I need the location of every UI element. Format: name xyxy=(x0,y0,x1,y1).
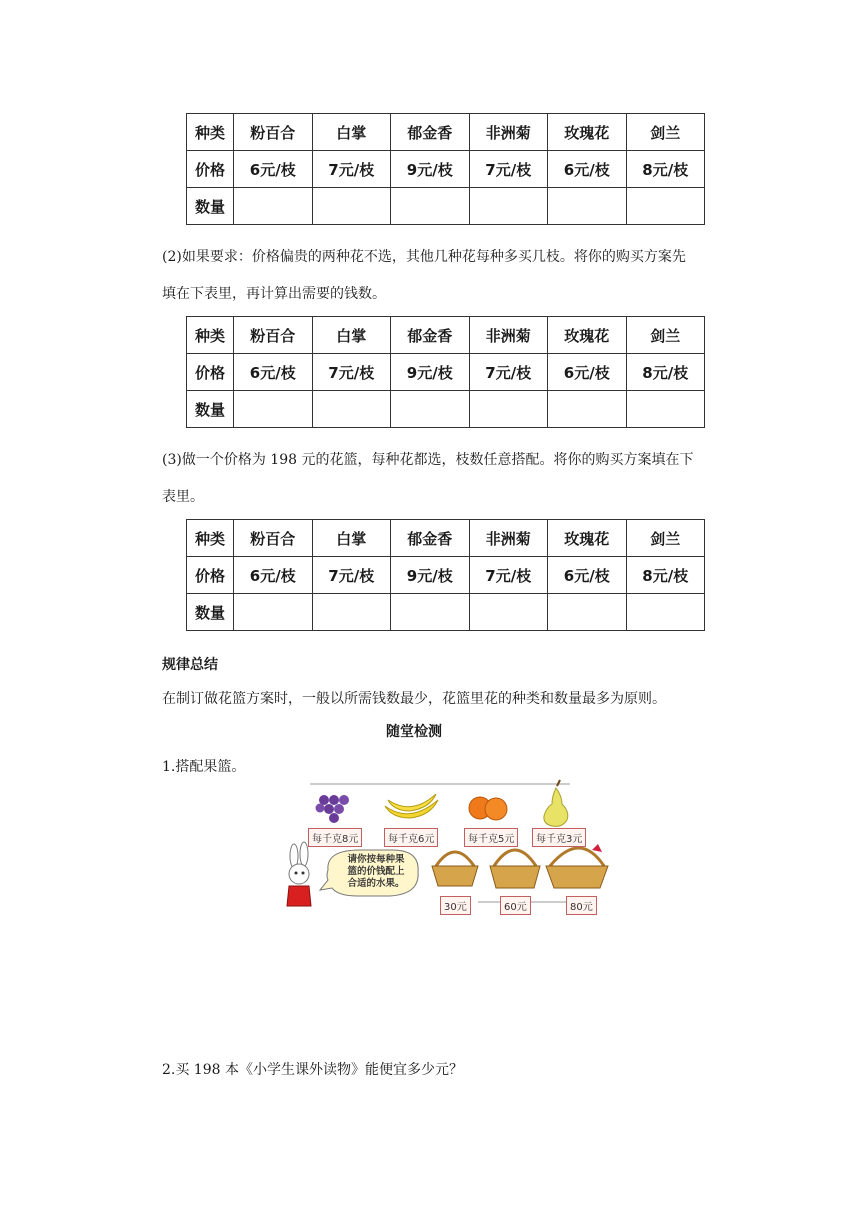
row-label-kind: 种类 xyxy=(187,520,234,557)
qty-cell[interactable] xyxy=(312,391,391,428)
fruit-price-tag: 每千克5元 xyxy=(464,828,518,847)
table-row xyxy=(187,114,705,151)
flower-price-table-2 xyxy=(186,316,705,428)
flower-price: 9元/枝 xyxy=(391,151,470,188)
qty-cell[interactable] xyxy=(548,594,627,631)
flower-name: 郁金香 xyxy=(391,114,470,151)
row-label-qty: 数量 xyxy=(187,391,234,428)
table-row xyxy=(187,520,705,557)
oranges-icon xyxy=(469,797,507,820)
fruit-price-tag: 每千克6元 xyxy=(384,828,438,847)
basket-price-tag: 80元 xyxy=(566,896,597,915)
flower-name: 白掌 xyxy=(312,317,391,354)
qty-cell[interactable] xyxy=(312,594,391,631)
flower-price: 8元/枝 xyxy=(626,557,705,594)
bananas-icon xyxy=(385,794,438,818)
q2-line-1: (2)如果要求：价格偏贵的两种花不选，其他几种花每种多买几枝。将你的购买方案先 xyxy=(162,249,686,265)
flower-name: 玫瑰花 xyxy=(548,114,627,151)
qty-cell[interactable] xyxy=(234,188,313,225)
row-label-price: 价格 xyxy=(187,354,234,391)
check-title: 随堂检测 xyxy=(386,724,442,740)
speech-bubble-text xyxy=(336,854,416,890)
bubble-line: 合适的水果。 xyxy=(347,878,405,889)
flower-price: 9元/枝 xyxy=(391,557,470,594)
qty-cell[interactable] xyxy=(548,188,627,225)
row-label-kind: 种类 xyxy=(187,317,234,354)
bubble-line: 篮的价钱配上 xyxy=(347,866,405,877)
flower-name: 剑兰 xyxy=(626,114,705,151)
flower-price: 8元/枝 xyxy=(626,151,705,188)
qty-cell[interactable] xyxy=(234,594,313,631)
flower-name: 剑兰 xyxy=(626,317,705,354)
basket-icon-30 xyxy=(432,852,478,886)
q3-line-2: 表里。 xyxy=(162,489,204,505)
flower-price: 6元/枝 xyxy=(234,354,313,391)
flower-price: 6元/枝 xyxy=(548,557,627,594)
summary-text: 在制订做花篮方案时，一般以所需钱数最少，花篮里花的种类和数量最多为原则。 xyxy=(162,691,666,707)
grapes-icon xyxy=(316,795,350,823)
flower-price-table-1 xyxy=(186,113,705,225)
flower-name: 非洲菊 xyxy=(469,520,548,557)
qty-cell[interactable] xyxy=(548,391,627,428)
flower-price: 7元/枝 xyxy=(469,557,548,594)
row-label-qty: 数量 xyxy=(187,188,234,225)
flower-name: 玫瑰花 xyxy=(548,520,627,557)
fruit-basket-illustration xyxy=(280,778,610,916)
flower-name: 粉百合 xyxy=(234,317,313,354)
flower-name: 非洲菊 xyxy=(469,317,548,354)
table-row xyxy=(187,594,705,631)
table-row xyxy=(187,188,705,225)
q2-line-2: 填在下表里，再计算出需要的钱数。 xyxy=(162,286,386,302)
qty-cell[interactable] xyxy=(234,391,313,428)
flower-price-table-3 xyxy=(186,519,705,631)
qty-cell[interactable] xyxy=(626,594,705,631)
flower-name: 非洲菊 xyxy=(469,114,548,151)
basket-price-tag: 30元 xyxy=(440,896,471,915)
flower-price: 7元/枝 xyxy=(469,354,548,391)
table-row xyxy=(187,354,705,391)
rabbit-icon xyxy=(287,842,311,906)
flower-name: 白掌 xyxy=(312,520,391,557)
qty-cell[interactable] xyxy=(469,391,548,428)
flower-name: 粉百合 xyxy=(234,520,313,557)
fruit-price-tag: 每千克8元 xyxy=(308,828,362,847)
row-label-kind: 种类 xyxy=(187,114,234,151)
flower-price: 6元/枝 xyxy=(234,557,313,594)
table-row xyxy=(187,557,705,594)
basket-icon-80 xyxy=(546,844,608,888)
row-label-price: 价格 xyxy=(187,151,234,188)
qty-cell[interactable] xyxy=(391,391,470,428)
flower-name: 剑兰 xyxy=(626,520,705,557)
basket-icon-60 xyxy=(490,850,540,888)
pear-icon xyxy=(544,780,568,826)
qty-cell[interactable] xyxy=(469,594,548,631)
flower-price: 6元/枝 xyxy=(548,354,627,391)
flower-name: 郁金香 xyxy=(391,317,470,354)
qty-cell[interactable] xyxy=(469,188,548,225)
qty-cell[interactable] xyxy=(626,391,705,428)
row-label-qty: 数量 xyxy=(187,594,234,631)
flower-price: 9元/枝 xyxy=(391,354,470,391)
check-item-2: 2.买 198 本《小学生课外读物》能便宜多少元？ xyxy=(162,1062,463,1078)
qty-cell[interactable] xyxy=(312,188,391,225)
q3-line-1: (3)做一个价格为 198 元的花篮，每种花都选，枝数任意搭配。将你的购买方案填在下 xyxy=(162,452,694,468)
flower-price: 7元/枝 xyxy=(312,354,391,391)
row-label-price: 价格 xyxy=(187,557,234,594)
check-item-1: 1.搭配果篮。 xyxy=(162,759,246,775)
summary-title: 规律总结 xyxy=(162,657,218,673)
qty-cell[interactable] xyxy=(626,188,705,225)
flower-name: 玫瑰花 xyxy=(548,317,627,354)
flower-name: 白掌 xyxy=(312,114,391,151)
table-row xyxy=(187,317,705,354)
flower-price: 7元/枝 xyxy=(312,151,391,188)
flower-price: 7元/枝 xyxy=(312,557,391,594)
bubble-line: 请你按每种果 xyxy=(347,854,405,865)
flower-price: 7元/枝 xyxy=(469,151,548,188)
flower-price: 8元/枝 xyxy=(626,354,705,391)
fruit-price-tag: 每千克3元 xyxy=(532,828,586,847)
qty-cell[interactable] xyxy=(391,188,470,225)
basket-price-tag: 60元 xyxy=(500,896,531,915)
flower-name: 粉百合 xyxy=(234,114,313,151)
flower-price: 6元/枝 xyxy=(234,151,313,188)
qty-cell[interactable] xyxy=(391,594,470,631)
flower-name: 郁金香 xyxy=(391,520,470,557)
table-row xyxy=(187,151,705,188)
table-row xyxy=(187,391,705,428)
flower-price: 6元/枝 xyxy=(548,151,627,188)
